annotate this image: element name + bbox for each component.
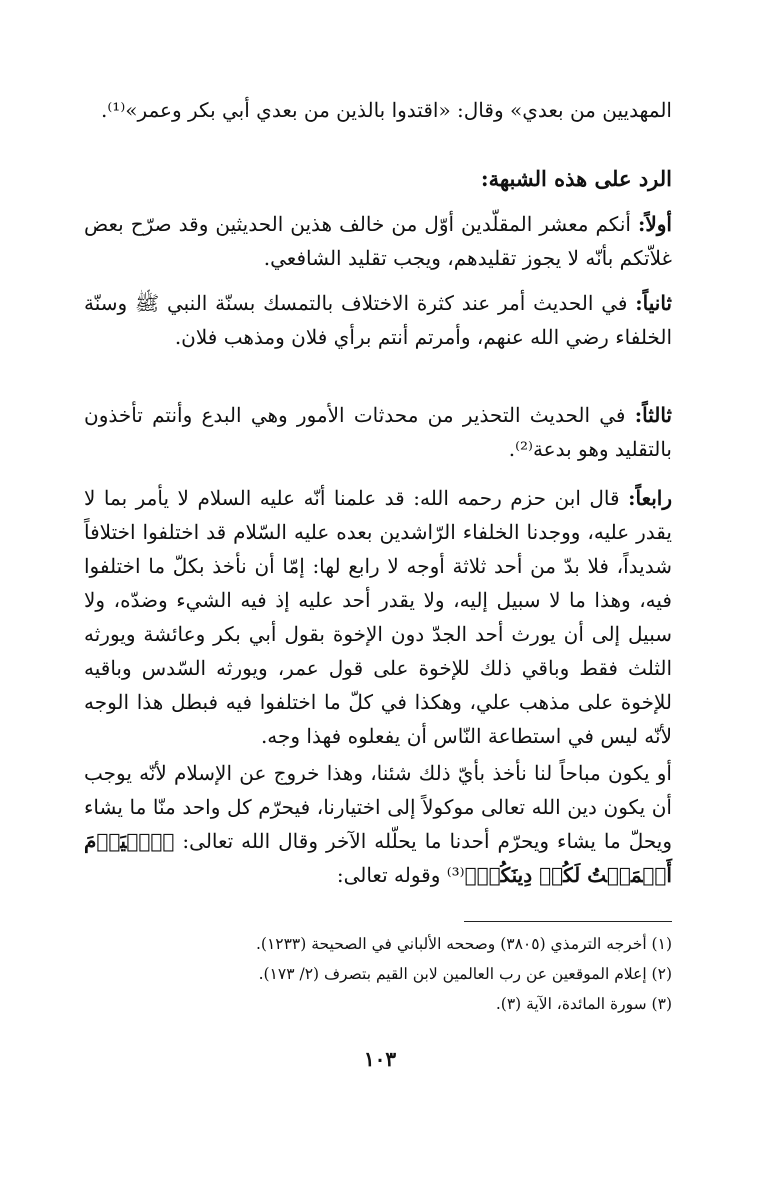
section-heading: الرد على هذه الشبهة:: [480, 166, 672, 191]
paragraph-fourth-lead: رابعاً:: [628, 486, 672, 510]
paragraph-fifth: [84, 756, 672, 892]
paragraph-first: [84, 207, 672, 275]
paragraph-second-lead: ثانياً:: [635, 291, 672, 315]
paragraph-second: [84, 286, 672, 354]
footnotes: [84, 929, 672, 1019]
paragraph-fourth-body: قال ابن حزم رحمه الله: قد علمنا أنّه عليه السلام لا يأمر بما لا يقدر عليه، ووجدنا الخلفاء الرّاشدين بعده عليه السّلام قد اختلفوا اختلافاً شديداً، فلا بدّ من أحد ثلاثة أوجه لا رابع لها: إمّا أن نأخذ بكلّ ما اختلفوا فيه، وهذا ما لا سبيل إليه، ولا يقدر أحد عليه إذ فيه الشيء وضدّه، ولا سبيل إلى أن يورث أحد الجدّ دون الإخوة بقول أبي بكر وعائشة ويورثه الثلث فقط وباقي ذلك للإخوة على قول عمر، ويورثه السّدس وباقيه للإخوة على مذهب علي، وهكذا في كلّ ما اختلفوا فيه فبطل هذا الوجه لأنّه ليس في استطاعة النّاس أن يفعلوه فهذا وجه.: [84, 486, 672, 748]
footnote-item: (١) أخرجه الترمذي (٣٨٠٥) وصححه الألباني في الصحيحة (١٢٣٣).: [255, 935, 672, 953]
page-number: ١٠٣: [363, 1047, 397, 1071]
paragraph-fourth: [84, 481, 672, 753]
footnote-divider: [464, 921, 672, 922]
paragraph-second-body: في الحديث أمر عند كثرة الاختلاف بالتمسك بسنّة النبي ﷺ وسنّة الخلفاء رضي الله عنهم، وأمرتم أنتم برأي فلان ومذهب فلان.: [84, 291, 672, 349]
paragraph-third: [84, 398, 672, 466]
quran-verse: ﴿ٱلۡيَوۡمَ أَكۡمَلۡتُ لَكُمۡ دِينَكُمۡ﴾: [84, 829, 672, 887]
intro-text: المهديين من بعدي» وقال: «اقتدوا بالذين من بعدي أبي بكر وعمر»⁽¹⁾.: [101, 98, 672, 122]
paragraph-fifth-tail: ⁽³⁾ وقوله تعالى:: [336, 863, 465, 887]
paragraph-first-body: أنكم معشر المقلّدين أوّل من خالف هذين الحديثين وقد صرّح بعض غلاّتكم بأنّه لا يجوز تقليدهم، ويجب تقليد الشافعي.: [84, 212, 672, 270]
paragraph-third-lead: ثالثاً:: [634, 403, 672, 427]
paragraph-fifth-body: أو يكون مباحاً لنا نأخذ بأيّ ذلك شئنا، وهذا خروج عن الإسلام لأنّه يوجب أن يكون دين الله تعالى موكولاً إلى اختيارنا، فيحرّم كل واحد منّا ما يشاء ويحلّ ما يشاء ويحرّم أحدنا ما يحلّله الآخر وقال الله تعالى:: [84, 761, 672, 853]
intro-line: [84, 93, 672, 127]
footnote-item: (٣) سورة المائدة، الآية (٣).: [495, 995, 672, 1013]
paragraph-first-lead: أولاً:: [637, 212, 672, 236]
footnote-item: (٢) إعلام الموقعين عن رب العالمين لابن القيم بتصرف (٢/ ١٧٣).: [258, 965, 672, 983]
paragraph-third-body: في الحديث التحذير من محدثات الأمور وهي البدع وأنتم تأخذون بالتقليد وهو بدعة⁽²⁾.: [84, 403, 672, 461]
